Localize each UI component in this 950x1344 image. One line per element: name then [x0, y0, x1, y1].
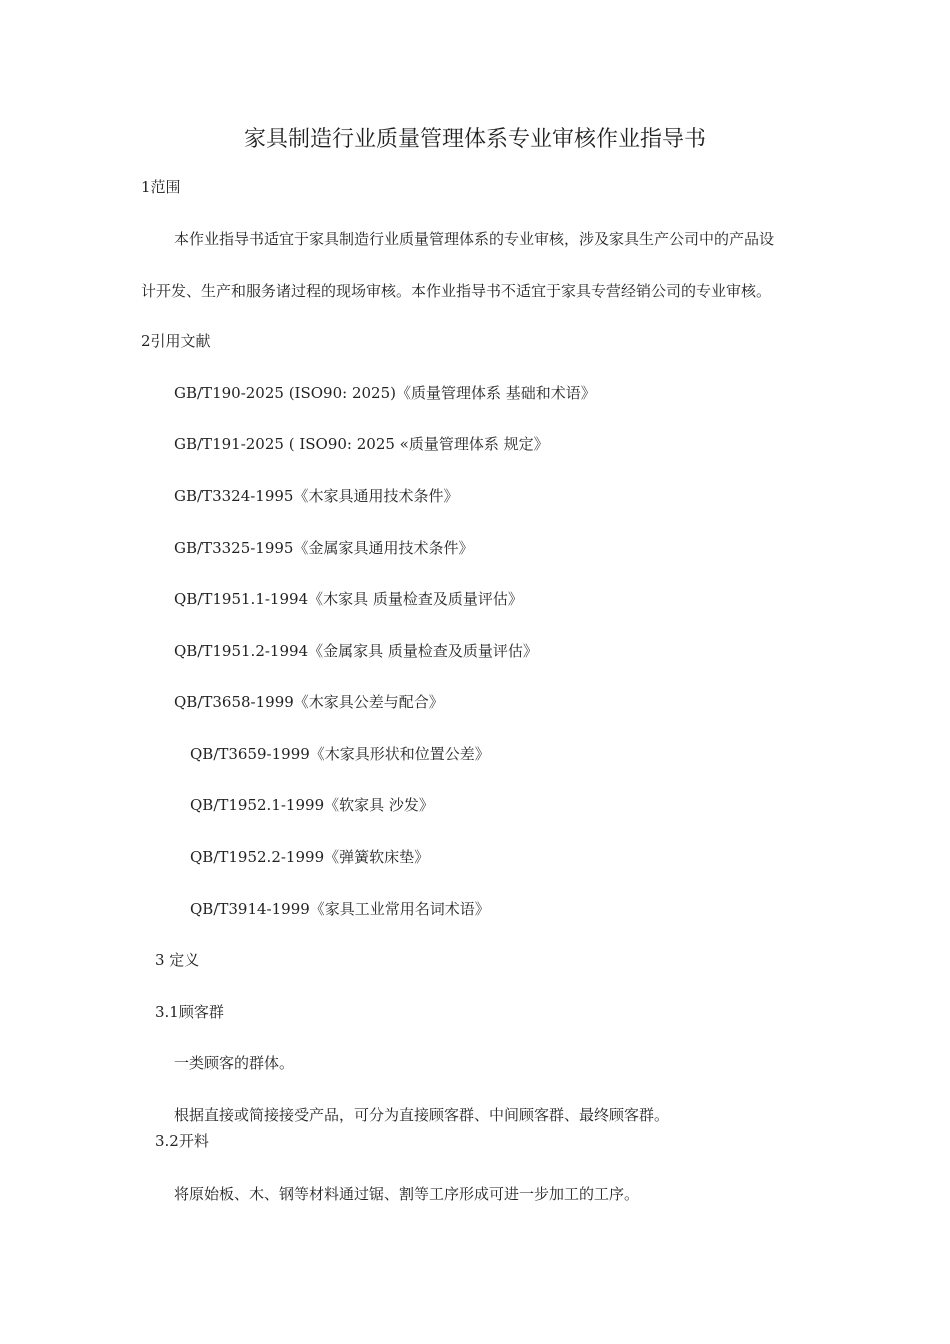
section-3-1-paragraph-2: 根据直接或简接接受产品，可分为直接顾客群、中间顾客群、最终顾客群。 [174, 1106, 670, 1124]
section-3-1-heading: 3.1顾客群 [155, 1003, 224, 1021]
section-2-heading: 2引用文献 [141, 332, 211, 350]
reference-item: QB/T1951.1-1994《木家具 质量检查及质量评估》 [174, 590, 523, 608]
reference-item: GB/T190-2025 (ISO90: 2025)《质量管理体系 基础和术语》 [174, 384, 596, 402]
reference-item: GB/T191-2025 ( ISO90: 2025 «质量管理体系 规定》 [174, 435, 549, 453]
reference-item: QB/T1952.1-1999《软家具 沙发》 [190, 796, 434, 814]
reference-item: QB/T3658-1999《木家具公差与配合》 [174, 693, 444, 711]
section-3-1-paragraph-1: 一类顾客的群体。 [174, 1054, 295, 1072]
reference-item: QB/T3659-1999《木家具形状和位置公差》 [190, 745, 490, 763]
reference-item: QB/T3914-1999《家具工业常用名词术语》 [190, 900, 490, 918]
section-3-2-heading: 3.2开料 [155, 1132, 209, 1150]
reference-item: QB/T1951.2-1994《金属家具 质量检查及质量评估》 [174, 642, 538, 660]
section-3-2-paragraph-1: 将原始板、木、钢等材料通过锯、割等工序形成可进一步加工的工序。 [174, 1185, 640, 1203]
reference-item: QB/T1952.2-1999《弹簧软床垫》 [190, 848, 430, 866]
section-1-heading: 1范围 [141, 178, 181, 196]
document-title: 家具制造行业质量管理体系专业审核作业指导书 [243, 127, 706, 152]
section-3-heading: 3 定义 [155, 951, 200, 969]
reference-item: GB/T3324-1995《木家具通用技术条件》 [174, 487, 459, 505]
section-1-paragraph-line-1: 本作业指导书适宜于家具制造行业质量管理体系的专业审核，涉及家具生产公司中的产品设 [174, 230, 775, 248]
section-1-paragraph-line-2: 计开发、生产和服务诸过程的现场审核。本作业指导书不适宜于家具专营经销公司的专业审核。 [141, 282, 772, 300]
reference-item: GB/T3325-1995《金属家具通用技术条件》 [174, 539, 474, 557]
